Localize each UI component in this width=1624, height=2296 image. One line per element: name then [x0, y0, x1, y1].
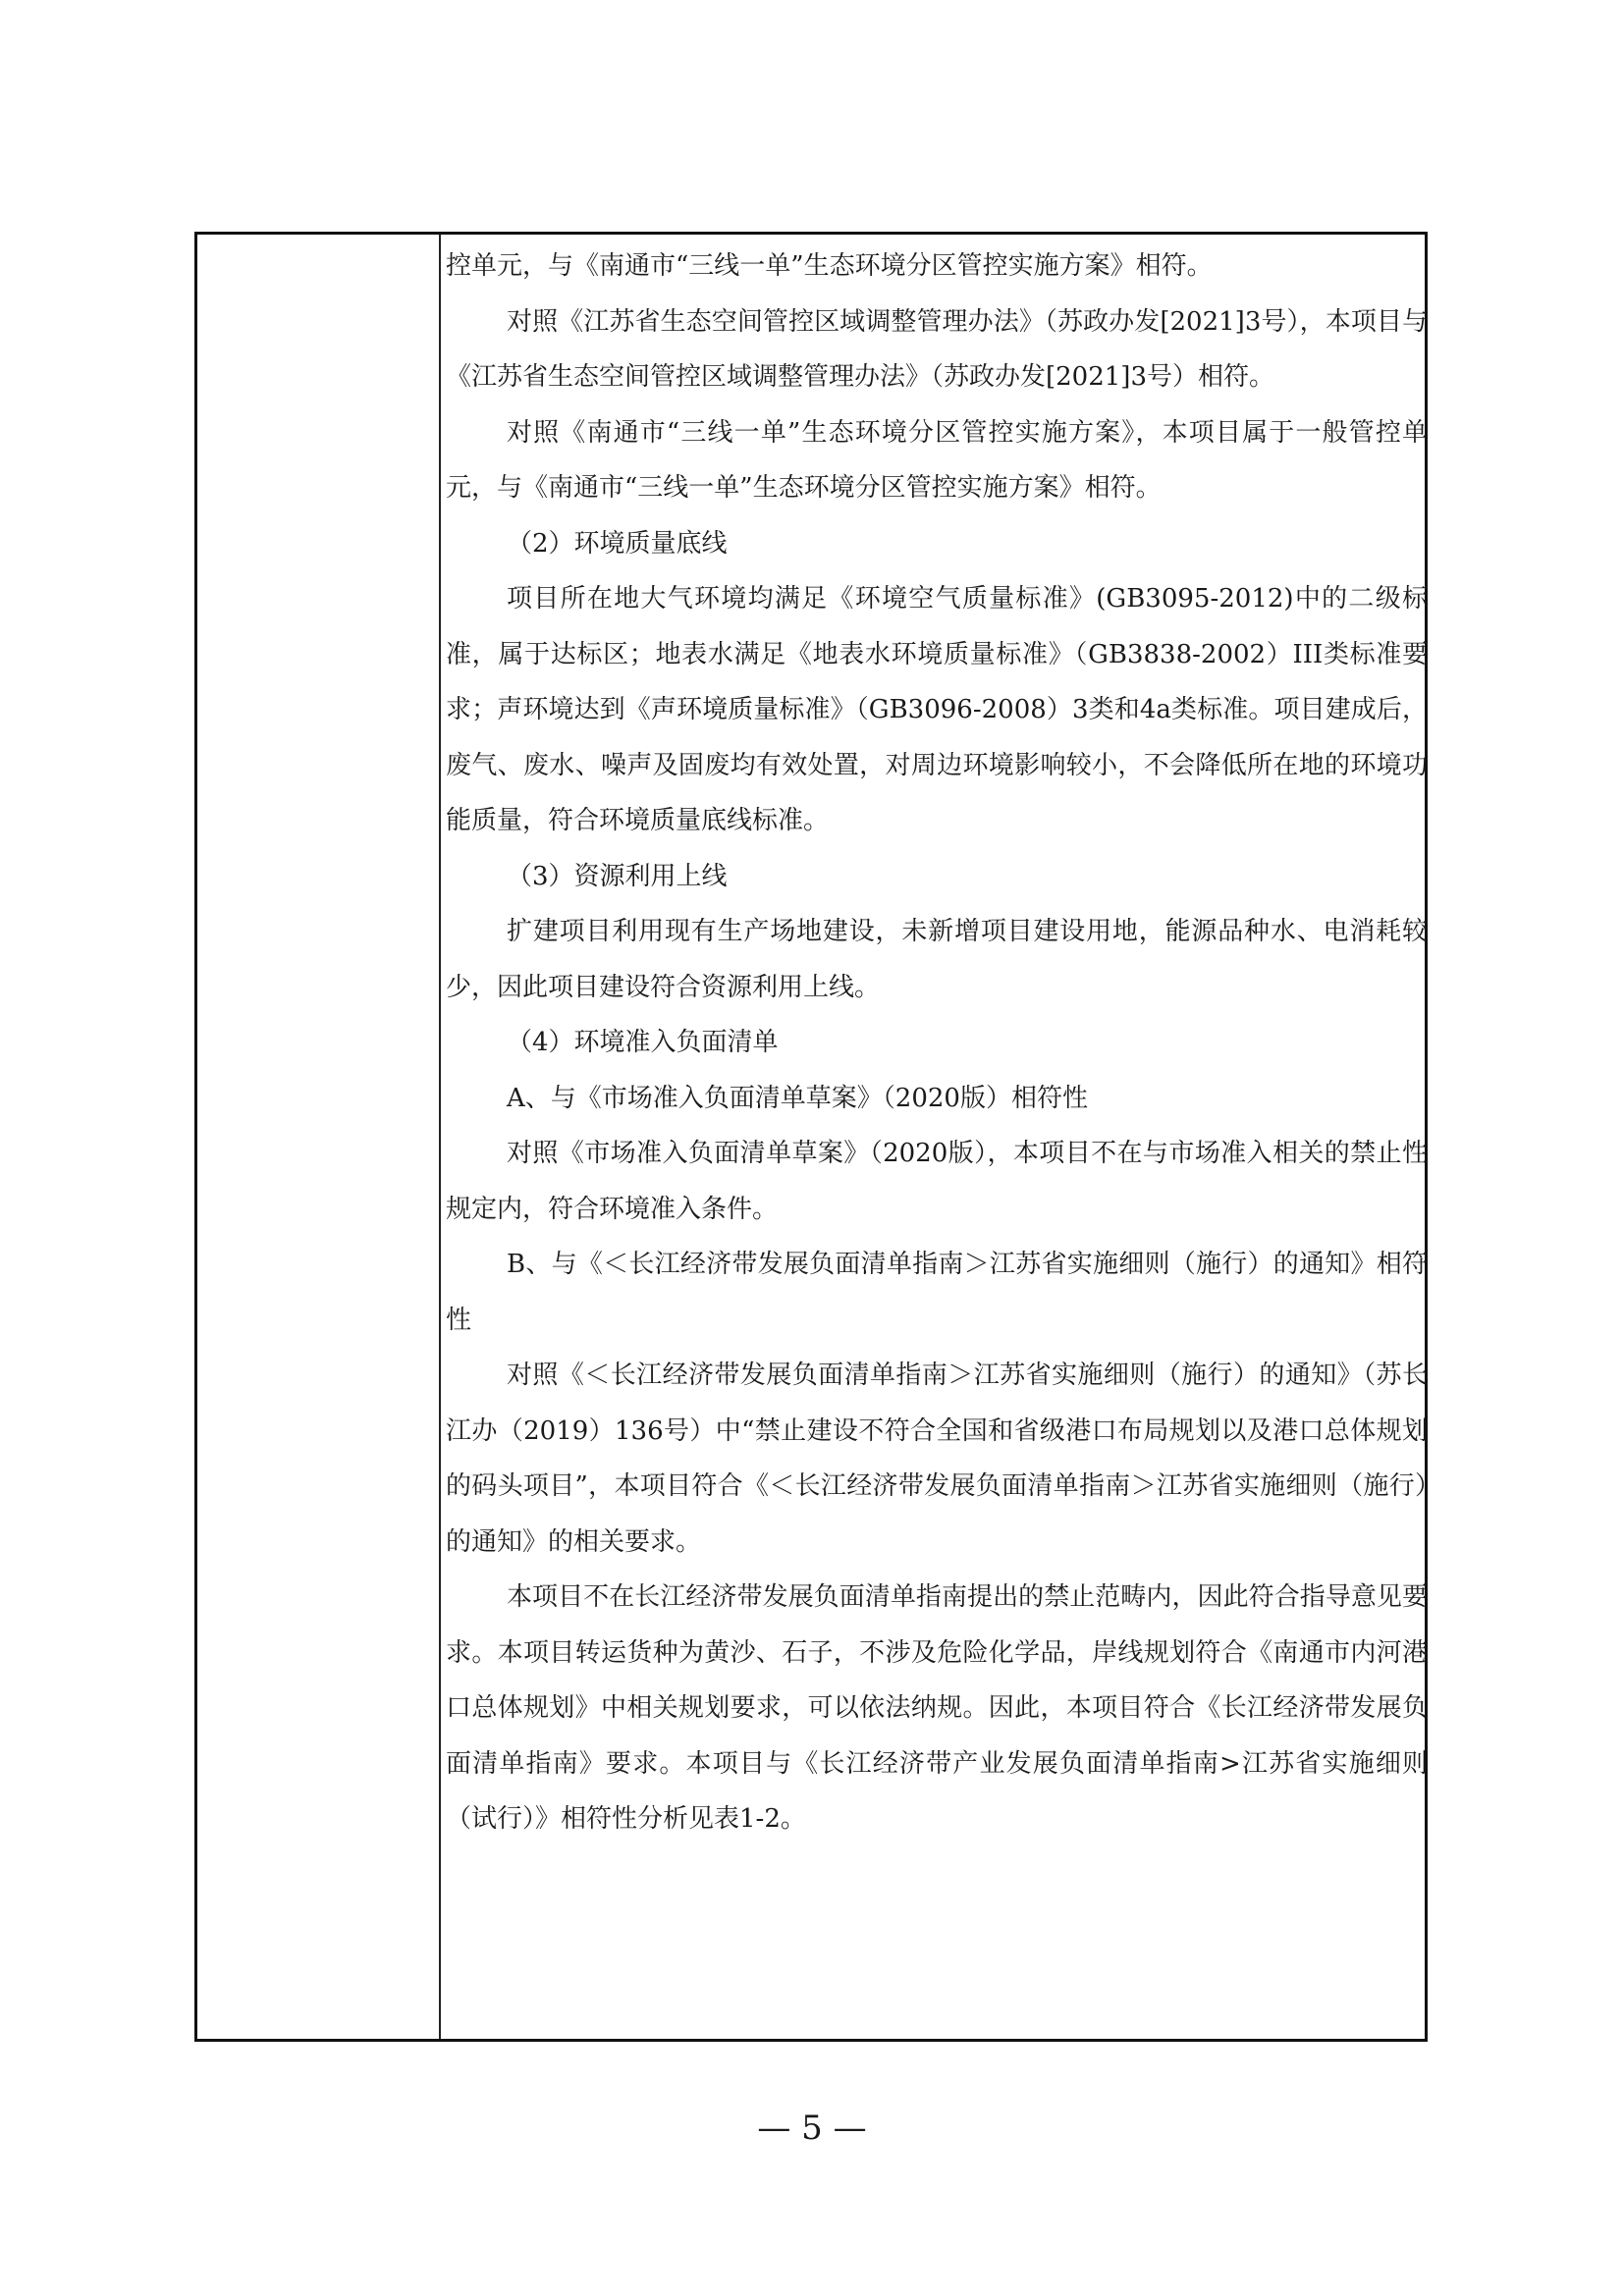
table-text-cell — [446, 235, 1428, 2039]
section-heading: （3）资源利用上线 — [507, 861, 728, 891]
paragraph: 对照《南通市“三线一单”生态环境分区管控实施方案》，本项目属于一般管控单元，与《南通市“三线一单”生态环境分区管控实施方案》相符。 — [446, 417, 1428, 503]
section-heading: （4）环境准入负面清单 — [507, 1028, 779, 1057]
subsection-heading: A、与《市场准入负面清单草案》（2020版）相符性 — [507, 1083, 1088, 1113]
section-heading: （2）环境质量底线 — [507, 528, 728, 559]
page-number: — 5 — — [757, 2109, 867, 2148]
paragraph: 项目所在地大气环境均满足《环境空气质量标准》(GB3095-2012)中的二级标准，属于达标区；地表水满足《地表水环境质量标准》（GB3838-2002）III类标准要求；声环境达到《声环境质量标准》（GB3096-2008）3类和4a类标准。项目建成后，废气、废水、噪声及固废均有效处置，对周边环境影响较小，不会降低所在地的环境功能质量，符合环境质量底线标准。 — [446, 584, 1428, 835]
content-table — [194, 232, 1428, 2042]
paragraph: 对照《江苏省生态空间管控区域调整管理办法》（苏政办发[2021]3号），本项目与《江苏省生态空间管控区域调整管理办法》（苏政办发[2021]3号）相符。 — [446, 306, 1428, 392]
column-divider — [439, 235, 441, 2039]
paragraph: 本项目不在长江经济带发展负面清单指南提出的禁止范畴内，因此符合指导意见要求。本项目转运货种为黄沙、石子，不涉及危险化学品，岸线规划符合《南通市内河港口总体规划》中相关规划要求，可以依法纳规。因此，本项目符合《长江经济带发展负面清单指南》要求。本项目与《长江经济带产业发展负面清单指南>江苏省实施细则（试行）》相符性分析见表1-2。 — [446, 1582, 1428, 1834]
paragraph: 控单元，与《南通市“三线一单”生态环境分区管控实施方案》相符。 — [446, 251, 1213, 281]
paragraph: 扩建项目利用现有生产场地建设，未新增项目建设用地，能源品种水、电消耗较少，因此项目建设符合资源利用上线。 — [446, 917, 1428, 1002]
paragraph: 对照《市场准入负面清单草案》（2020版），本项目不在与市场准入相关的禁止性规定内，符合环境准入条件。 — [446, 1139, 1428, 1224]
subsection-heading: B、与《＜长江经济带发展负面清单指南＞江苏省实施细则（施行）的通知》相符性 — [446, 1250, 1428, 1335]
paragraph: 对照《＜长江经济带发展负面清单指南＞江苏省实施细则（施行）的通知》（苏长江办（2019）136号）中“禁止建设不符合全国和省级港口布局规划以及港口总体规划的码头项目”，本项目符合《＜长江经济带发展负面清单指南＞江苏省实施细则（施行）的通知》的相关要求。 — [446, 1361, 1428, 1557]
